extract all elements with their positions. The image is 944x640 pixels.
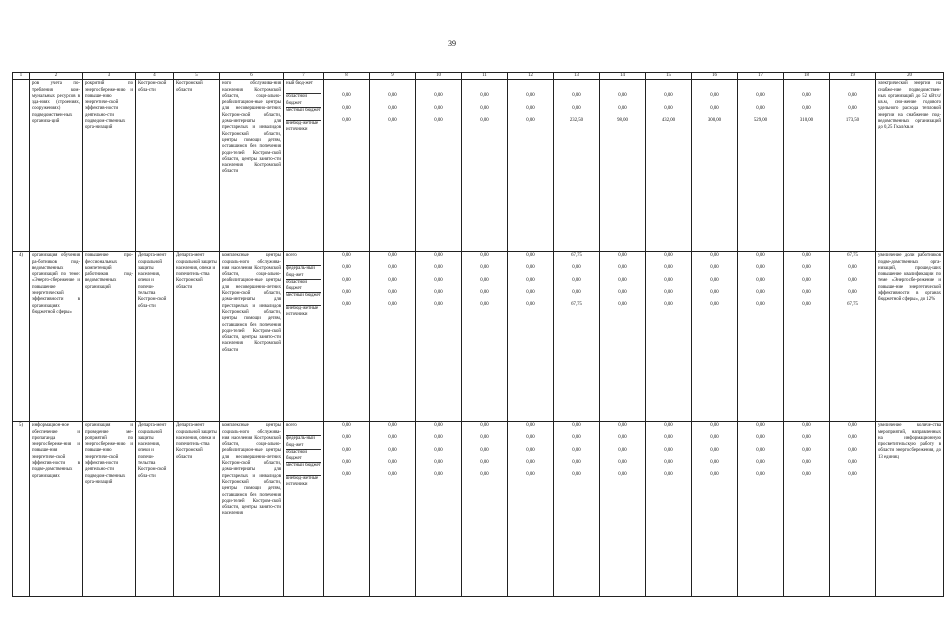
value-cell [464, 81, 505, 93]
value-cell: 0,00 [434, 265, 443, 271]
value-column [784, 80, 830, 252]
value-cell: 0,00 [434, 277, 443, 283]
value-cell: 232,50 [569, 117, 584, 123]
value-cell: 0,00 [480, 117, 489, 123]
value-cell: 0,00 [388, 105, 397, 111]
table-row [13, 252, 944, 422]
value-cell: 0,00 [756, 289, 765, 295]
value-column [508, 422, 554, 597]
table-row [13, 80, 944, 252]
value-cell: 0,00 [802, 289, 811, 295]
value-cell: 0,00 [572, 447, 581, 453]
column-number: 4 [136, 73, 174, 80]
value-cell: 0,00 [388, 289, 397, 295]
row-number: 4) [13, 252, 30, 422]
value-cell: 0,00 [618, 472, 627, 478]
value-cell: 0,00 [342, 117, 351, 123]
value-cell: 0,00 [480, 289, 489, 295]
value-cell: 0,00 [526, 302, 535, 308]
value-cell: 0,00 [618, 265, 627, 271]
value-cell [372, 81, 413, 93]
value-cell: 98,00 [617, 117, 628, 123]
value-cell: 0,00 [388, 93, 397, 99]
value-cell: 0,00 [434, 289, 443, 295]
value-column [600, 252, 646, 422]
value-cell: 0,00 [434, 423, 443, 429]
recipient: Костромской области [174, 80, 220, 252]
column-number: 14 [600, 73, 646, 80]
value-cell: 0,00 [848, 447, 857, 453]
value-cell: 0,00 [664, 435, 673, 441]
objects: комплексные центры социаль-ного обслужива-ния населения Костромской области, соци-ально-реабилитацион-ные центры для несовершенно-летних Костром-ской области, дома-интернаты для престарелых и инвалидов Костромской области, центры помощи детям, оставшимся без попечения роди-телей Костром-ской области, центры занято-сти населения Костромской области [220, 252, 284, 422]
value-cell: 0,00 [526, 105, 535, 111]
value-cell: 0,00 [526, 472, 535, 478]
activity-description: повышение про-фессиональных компетенций работников под-ведомственных организаций [83, 252, 136, 422]
value-cell: 0,00 [802, 447, 811, 453]
value-cell: 529,00 [753, 117, 768, 123]
table-row [13, 422, 944, 597]
value-cell: 0,00 [572, 289, 581, 295]
value-cell: 0,00 [618, 93, 627, 99]
value-cell: 0,00 [710, 265, 719, 271]
value-column [554, 80, 600, 252]
value-cell: 0,00 [618, 277, 627, 283]
value-cell: 0,00 [756, 105, 765, 111]
column-number: 16 [692, 73, 738, 80]
value-column [370, 422, 416, 597]
value-cell: 0,00 [664, 423, 673, 429]
value-cell: 0,00 [664, 447, 673, 453]
column-number: 15 [646, 73, 692, 80]
column-number: 6 [220, 73, 284, 80]
value-cell: 0,00 [342, 105, 351, 111]
value-cell: 0,00 [756, 265, 765, 271]
value-cell: 0,00 [342, 253, 351, 259]
expected-result: увеличение доли работников подве-домственных орга-низаций, прошед-ших повышение квалификации по теме «Энергосбе-режение и повыше-ние энергетической эффективности в органах бюджетной сферы», до 12% [876, 252, 944, 422]
value-column [462, 422, 508, 597]
executor: Департа-мент социальной защиты населения, опеки и попечи-тельства Костром-ской обла-сти [136, 252, 174, 422]
column-number: 13 [554, 73, 600, 80]
value-cell: 0,00 [342, 472, 351, 478]
activity-description: организация и проведение ме-роприятий по энергосбереже-нию и повыше-нию энергетиче-ской эффектив-ности деятельно-сти подведом-ственных орга-низаций [83, 422, 136, 597]
value-cell: 0,00 [434, 447, 443, 453]
value-cell: 0,00 [342, 265, 351, 271]
value-cell: 0,00 [434, 253, 443, 259]
column-number: 1 [13, 73, 30, 80]
value-cell: 0,00 [618, 253, 627, 259]
value-cell: 0,00 [802, 423, 811, 429]
value-cell: 0,00 [342, 289, 351, 295]
value-cell: 0,00 [388, 253, 397, 259]
value-cell: 0,00 [664, 302, 673, 308]
funding-source-label: федераль-ный бюд-жет [286, 436, 321, 449]
value-cell: 0,00 [572, 435, 581, 441]
value-column [600, 80, 646, 252]
recipient: Департа-мент социальной защиты населения, опеки и попечитель-ства Костромской области [174, 252, 220, 422]
value-cell: 0,00 [618, 289, 627, 295]
value-cell: 0,00 [848, 93, 857, 99]
value-cell: 0,00 [618, 105, 627, 111]
value-cell [694, 81, 735, 93]
value-cell: 0,00 [710, 105, 719, 111]
value-cell: 0,00 [526, 435, 535, 441]
value-cell: 0,00 [480, 105, 489, 111]
value-column [324, 252, 370, 422]
value-cell: 0,00 [526, 423, 535, 429]
value-cell: 0,00 [480, 472, 489, 478]
value-cell: 0,00 [526, 117, 535, 123]
expected-result: электрической энергии на снабже-ние подведомствен-ных организаций до 52 кВт.ч/кв.м, сни-жение годового удельного расхода тепловой энергии на снабжение под-ведомственных организаций до 0,25 Гкал/кв.м [876, 80, 944, 252]
value-cell: 0,00 [802, 435, 811, 441]
value-cell: 0,00 [572, 265, 581, 271]
value-cell: 0,00 [802, 93, 811, 99]
value-cell: 0,00 [664, 105, 673, 111]
column-number: 3 [83, 73, 136, 80]
column-number: 11 [462, 73, 508, 80]
value-cell: 0,00 [756, 435, 765, 441]
value-cell: 0,00 [434, 93, 443, 99]
funding-sources [284, 252, 324, 422]
value-cell: 0,00 [480, 277, 489, 283]
value-cell [648, 81, 689, 93]
value-column [324, 422, 370, 597]
value-cell: 0,00 [526, 253, 535, 259]
value-cell: 0,00 [664, 93, 673, 99]
value-cell: 0,00 [802, 105, 811, 111]
value-column [508, 80, 554, 252]
value-cell [786, 81, 827, 93]
value-cell: 0,00 [526, 459, 535, 465]
column-number: 12 [508, 73, 554, 80]
value-cell: 0,00 [710, 302, 719, 308]
value-column [830, 80, 876, 252]
value-cell: 432,00 [661, 117, 676, 123]
row-number [13, 80, 30, 252]
value-cell: 0,00 [342, 435, 351, 441]
value-cell: 0,00 [664, 472, 673, 478]
value-cell: 0,00 [756, 447, 765, 453]
value-cell: 0,00 [756, 459, 765, 465]
value-cell: 67,75 [571, 253, 582, 259]
value-cell: 173,50 [845, 117, 860, 123]
value-cell: 67,75 [847, 253, 858, 259]
value-cell: 0,00 [572, 423, 581, 429]
value-cell: 0,00 [618, 459, 627, 465]
activity-description: рокритий по энергосбереже-нию и повыше-нию энергетиче-ской эффектив-ности деятельно-сти подведом-ственных орга-низаций [83, 80, 136, 252]
value-column [830, 252, 876, 422]
column-number: 9 [370, 73, 416, 80]
value-cell: 0,00 [388, 265, 397, 271]
value-cell [326, 81, 367, 93]
value-cell: 0,00 [848, 423, 857, 429]
value-cell: 0,00 [802, 265, 811, 271]
value-cell: 0,00 [618, 423, 627, 429]
value-cell: 0,00 [342, 277, 351, 283]
funding-source-label: всего [286, 423, 321, 436]
row-number: 5) [13, 422, 30, 597]
value-cell: 0,00 [434, 472, 443, 478]
measure-name: информацион-ное обеспечение и пропаганда энергосбереже-ния и повыше-ния энергетиче-ской эффектив-ности в подве-домственных организациях [30, 422, 83, 597]
value-column [646, 252, 692, 422]
value-column [324, 80, 370, 252]
funding-source-label: местный бюджет [286, 108, 321, 121]
value-cell: 0,00 [342, 423, 351, 429]
executor: Департа-мент социальной защиты населения, опеки и попечи-тельства Костром-ской обла-сти [136, 422, 174, 597]
funding-source-label: внебюд-жетные источники [286, 476, 319, 488]
column-number-row [13, 73, 944, 80]
value-cell: 0,00 [572, 277, 581, 283]
value-cell: 0,00 [342, 459, 351, 465]
value-cell: 0,00 [572, 93, 581, 99]
value-cell: 0,00 [480, 302, 489, 308]
column-number: 18 [784, 73, 830, 80]
value-cell: 0,00 [664, 459, 673, 465]
value-cell: 0,00 [434, 117, 443, 123]
value-column [370, 252, 416, 422]
value-cell: 0,00 [526, 265, 535, 271]
value-cell: 0,00 [710, 435, 719, 441]
value-cell: 0,00 [480, 459, 489, 465]
expected-result: увеличение количе-ства мероприятий, направленных на информационную просветительскую работу в области энергосбережения, до 13 единиц [876, 422, 944, 597]
value-cell: 0,00 [710, 459, 719, 465]
value-cell: 0,00 [710, 93, 719, 99]
value-cell: 0,00 [434, 302, 443, 308]
value-column [600, 422, 646, 597]
value-cell: 0,00 [848, 435, 857, 441]
value-cell: 0,00 [526, 93, 535, 99]
column-number: 7 [284, 73, 324, 80]
program-table [12, 72, 944, 597]
value-cell: 0,00 [572, 472, 581, 478]
value-cell: 0,00 [710, 289, 719, 295]
value-cell: 67,75 [847, 302, 858, 308]
funding-source-label: всего [286, 253, 321, 266]
value-cell: 0,00 [342, 93, 351, 99]
value-cell: 0,00 [664, 253, 673, 259]
value-cell: 0,00 [664, 265, 673, 271]
value-cell: 0,00 [388, 302, 397, 308]
value-cell: 0,00 [710, 447, 719, 453]
value-cell: 0,00 [342, 447, 351, 453]
value-cell: 0,00 [848, 105, 857, 111]
value-cell: 0,00 [480, 93, 489, 99]
value-cell: 0,00 [802, 253, 811, 259]
value-column [370, 80, 416, 252]
value-cell: 0,00 [526, 447, 535, 453]
funding-source-label: федераль-ный бюд-жет [286, 266, 321, 279]
funding-source-label: областной бюджет [286, 94, 321, 107]
value-cell: 0,00 [710, 253, 719, 259]
value-cell [556, 81, 597, 93]
value-cell: 0,00 [618, 302, 627, 308]
value-cell: 0,00 [710, 277, 719, 283]
value-cell: 0,00 [434, 105, 443, 111]
value-column [646, 80, 692, 252]
funding-source-label: внебюд-жетные источники [286, 306, 319, 318]
value-column [738, 422, 784, 597]
value-column [462, 80, 508, 252]
value-cell: 0,00 [434, 459, 443, 465]
value-cell: 0,00 [480, 265, 489, 271]
measure-name: ров учета по-требления ком-мунальных ресурсов в зда-ниях (строениях, сооружениях) подведомствен-ных организа-ций [30, 80, 83, 252]
value-cell: 0,00 [664, 277, 673, 283]
value-cell: 0,00 [572, 459, 581, 465]
value-cell: 0,00 [480, 447, 489, 453]
value-cell: 0,00 [756, 472, 765, 478]
column-number: 19 [830, 73, 876, 80]
value-column [508, 252, 554, 422]
value-column [554, 422, 600, 597]
value-cell: 0,00 [710, 423, 719, 429]
value-cell: 0,00 [434, 435, 443, 441]
value-column [830, 422, 876, 597]
value-cell: 0,00 [388, 459, 397, 465]
value-column [692, 422, 738, 597]
funding-source-label: местный бюджет [286, 293, 321, 306]
value-cell: 0,00 [802, 472, 811, 478]
value-column [416, 252, 462, 422]
value-column [784, 252, 830, 422]
value-cell: 300,00 [707, 117, 722, 123]
value-cell: 0,00 [802, 302, 811, 308]
funding-source-label: областной бюджет [286, 450, 321, 463]
value-cell [510, 81, 551, 93]
value-cell: 310,00 [799, 117, 814, 123]
value-column [416, 80, 462, 252]
value-cell: 0,00 [756, 253, 765, 259]
value-cell: 67,75 [571, 302, 582, 308]
value-cell [602, 81, 643, 93]
value-cell: 0,00 [388, 447, 397, 453]
value-column [692, 80, 738, 252]
value-cell [740, 81, 781, 93]
value-cell: 0,00 [388, 277, 397, 283]
value-cell: 0,00 [388, 435, 397, 441]
page-number: 39 [448, 39, 456, 48]
column-number: 5 [174, 73, 220, 80]
funding-source-label: местный бюджет [286, 463, 321, 476]
value-cell [418, 81, 459, 93]
value-cell: 0,00 [802, 277, 811, 283]
value-cell: 0,00 [756, 93, 765, 99]
funding-sources [284, 422, 324, 597]
column-number: 10 [416, 73, 462, 80]
funding-sources [284, 80, 324, 252]
value-column [738, 80, 784, 252]
value-column [554, 252, 600, 422]
objects: комплексные центры социаль-ного обслужива-ния населения Костромской области, соци-ально-реабилитацион-ные центры для несовершенно-летних Костром-ской области, дома-интернаты для престарелых и инвалидов Костромской области, центры помощи детям, оставшимся без попечения роди-телей Костром-ской области, центры занято-сти населения [220, 422, 284, 597]
funding-source-label: ный бюд-жет [286, 81, 321, 94]
value-cell: 0,00 [710, 472, 719, 478]
column-number: 17 [738, 73, 784, 80]
value-cell: 0,00 [618, 435, 627, 441]
value-cell: 0,00 [848, 277, 857, 283]
column-number: 8 [324, 73, 370, 80]
value-cell: 0,00 [526, 289, 535, 295]
value-cell: 0,00 [388, 423, 397, 429]
value-cell: 0,00 [802, 459, 811, 465]
recipient: Департа-мент социальной защиты населения, опеки и попечитель-ства Костромской области [174, 422, 220, 597]
value-column [738, 252, 784, 422]
value-cell: 0,00 [480, 423, 489, 429]
funding-source-label: областной бюджет [286, 280, 321, 293]
value-column [692, 252, 738, 422]
value-cell: 0,00 [848, 459, 857, 465]
value-column [462, 252, 508, 422]
value-column [646, 422, 692, 597]
executor: Костром-ской обла-сти [136, 80, 174, 252]
value-cell: 0,00 [756, 277, 765, 283]
value-cell: 0,00 [572, 105, 581, 111]
value-cell [832, 81, 873, 93]
value-cell: 0,00 [342, 302, 351, 308]
value-cell: 0,00 [848, 265, 857, 271]
value-cell: 0,00 [480, 435, 489, 441]
value-cell: 0,00 [388, 117, 397, 123]
value-column [416, 422, 462, 597]
column-number: 2 [30, 73, 83, 80]
value-cell: 0,00 [664, 289, 673, 295]
value-cell: 0,00 [848, 289, 857, 295]
value-cell: 0,00 [618, 447, 627, 453]
objects: ного обслужива-ния населения Костромской области, соци-ально-реабилитацион-ные центры для несовершенно-летних Костром-ской области, дома-интернаты для престарелых и инвалидов Костромской области, центры помощи детям, оставшимся без попечения роди-телей Костром-ской области, центры занято-сти населения Костромской области [220, 80, 284, 252]
value-cell: 0,00 [388, 472, 397, 478]
value-cell: 0,00 [756, 302, 765, 308]
value-cell: 0,00 [526, 277, 535, 283]
column-number: 20 [876, 73, 944, 80]
measure-name: организация обучения ра-ботников под-ведомственных организаций по теме: «Энерго-сбережение и повышение энергетической эффективности в организациях бюджетной сферы» [30, 252, 83, 422]
value-column [784, 422, 830, 597]
value-cell: 0,00 [756, 423, 765, 429]
value-cell: 0,00 [848, 472, 857, 478]
funding-source-label: внебюд-жетные источники [286, 120, 319, 133]
value-cell: 0,00 [480, 253, 489, 259]
